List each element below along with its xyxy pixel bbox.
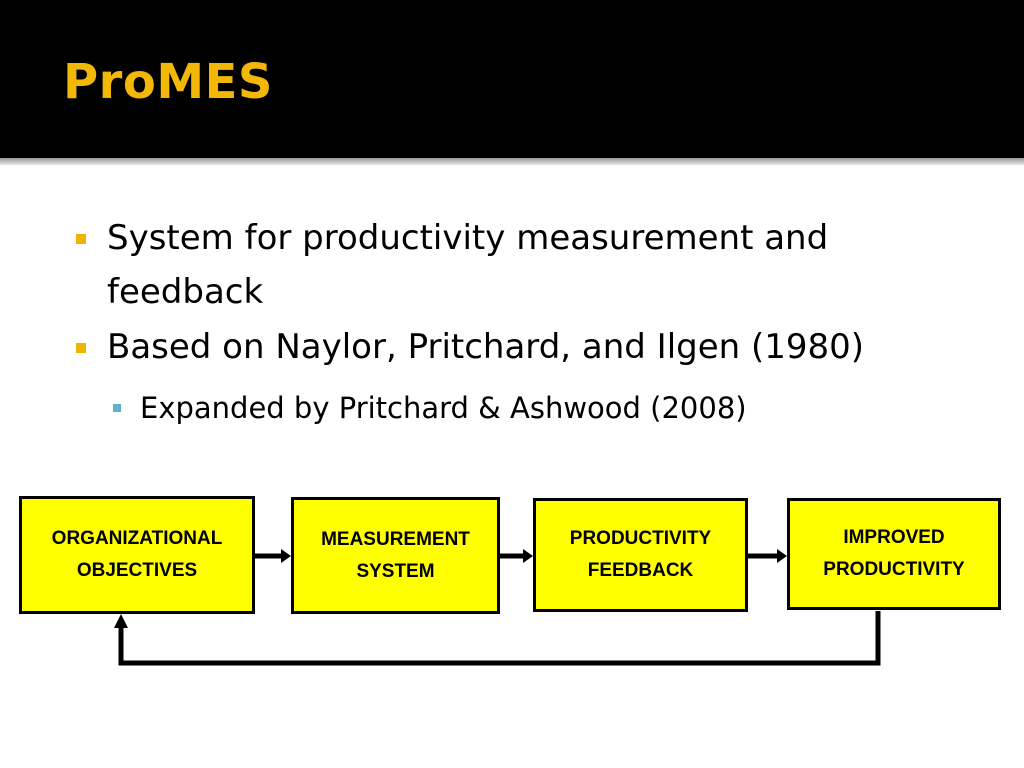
box-label-line: OBJECTIVES bbox=[76, 560, 198, 581]
bullet-item-2: Based on Naylor, Pritchard, and Ilgen (1980) bbox=[107, 327, 865, 367]
title-divider bbox=[0, 158, 1024, 165]
box-label-line: PRODUCTIVITY bbox=[569, 528, 712, 549]
bullet-item-1-line-1: System for productivity measurement and bbox=[107, 218, 829, 258]
box-label-line: ORGANIZATIONAL bbox=[51, 528, 223, 549]
feedback-loop-arrow bbox=[114, 611, 878, 663]
bullet-marker bbox=[76, 343, 86, 353]
arrow-measurement-to-feedback bbox=[500, 549, 533, 563]
arrow-feedback-to-improved bbox=[748, 549, 787, 563]
bullet-marker bbox=[76, 234, 86, 244]
measurement-system-box bbox=[291, 497, 500, 614]
organizational-objectives-box bbox=[19, 496, 255, 614]
productivity-feedback-box bbox=[533, 498, 748, 612]
box-label-line: PRODUCTIVITY bbox=[823, 559, 965, 580]
slide-title: ProMES bbox=[63, 54, 273, 110]
box-label-line: IMPROVED bbox=[843, 527, 945, 548]
box-label-line: FEEDBACK bbox=[587, 560, 694, 581]
sub-bullet-item-1: Expanded by Pritchard & Ashwood (2008) bbox=[140, 391, 747, 425]
box-label-line: SYSTEM bbox=[356, 560, 435, 582]
improved-productivity-box bbox=[787, 498, 1001, 610]
sub-bullet-marker bbox=[113, 404, 121, 412]
arrow-objectives-to-measurement bbox=[255, 549, 291, 563]
bullet-item-1-line-2: feedback bbox=[107, 272, 264, 312]
box-label-line: MEASUREMENT bbox=[321, 528, 470, 550]
